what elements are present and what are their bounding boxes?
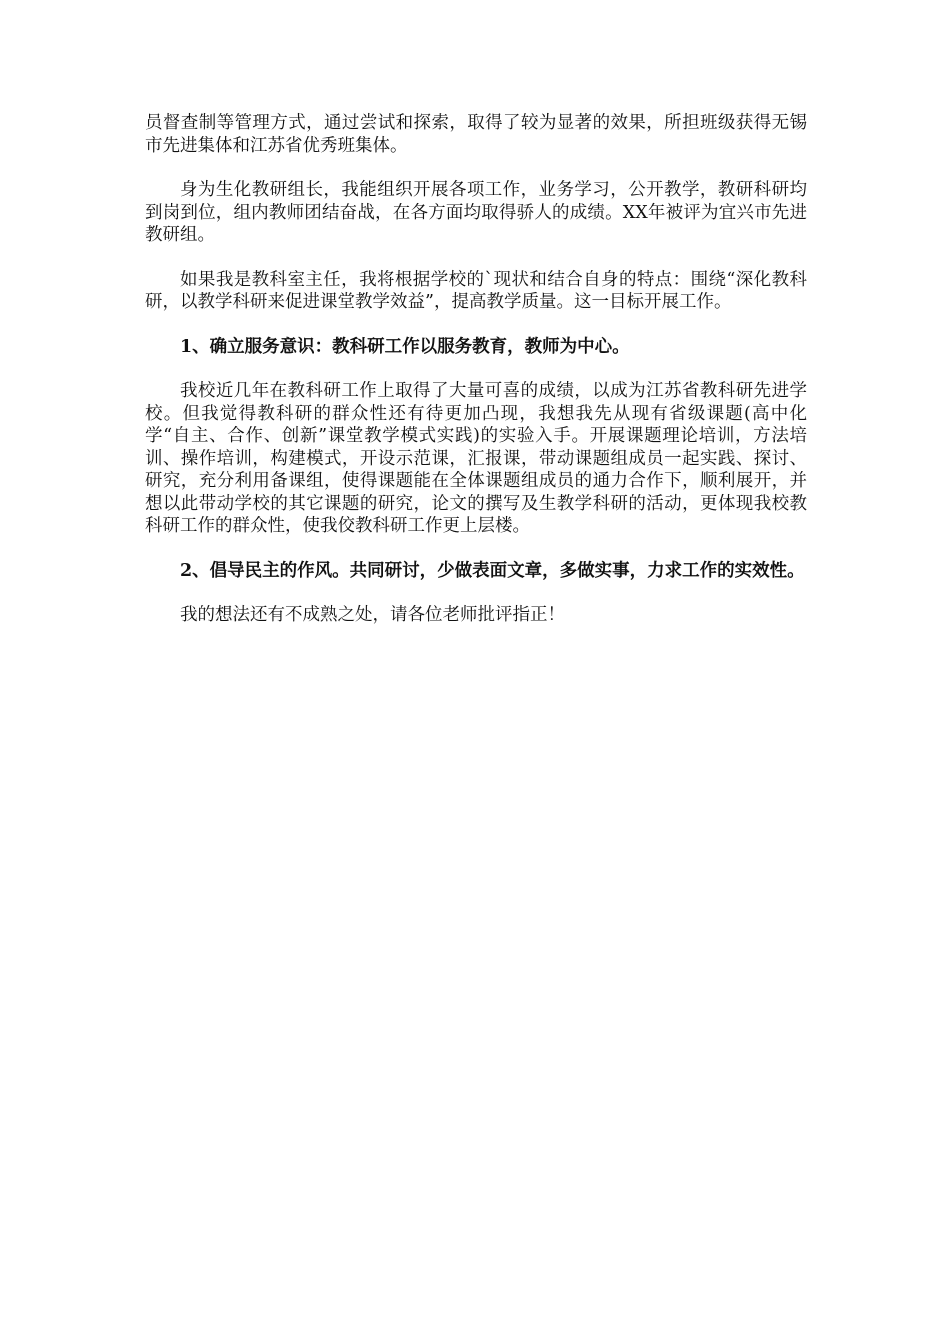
paragraph-continuation: 员督查制等管理方式，通过尝试和探索，取得了较为显著的效果，所担班级获得无锡市先进集体和江苏省优秀班集体。 [145,113,807,156]
heading-democratic-style: 2、倡导民主的作风。共同研讨，少做表面文章，多做实事，力求工作的实效性。 [180,560,805,581]
paragraph-director-plan: 如果我是教科室主任，我将根据学校的`现状和结合自身的特点：围绕“深化教科研，以教学科研来促进课堂教学效益”，提高教学质量。这一目标开展工作。 [145,269,807,312]
heading-service-awareness: 1、确立服务意识：教科研工作以服务教育，教师为中心。 [180,336,630,357]
paragraph-research-group: 身为生化教研组长，我能组织开展各项工作，业务学习，公开教学，教研科研均到岗到位，组内教师团结奋战，在各方面均取得骄人的成绩。XX年被评为宜兴市先进教研组。 [145,180,807,245]
paragraph-school-research: 我校近几年在教科研工作上取得了大量可喜的成绩，以成为江苏省教科研先进学校。但我觉得教科研的群众性还有待更加凸现，我想我先从现有省级课题(高中化学“自主、合作、创新”课堂教学模式实践)的实验入手。开展课题理论培训，方法培训、操作培训，构建模式，开设示范课，汇报课，带动课题组成员一起实践、探讨、研究，充分利用备课组，使得课题能在全体课题组成员的通力合作下，顺利展开，并想以此带动学校的其它课题的研究，论文的撰写及生教学科研的活动，更体现我校教科研工作的群众性，使我佼教科研工作更上层楼。 [145,381,807,536]
paragraph-closing: 我的想法还有不成熟之处，请各位老师批评指正！ [180,605,565,625]
document-page [145,112,807,649]
